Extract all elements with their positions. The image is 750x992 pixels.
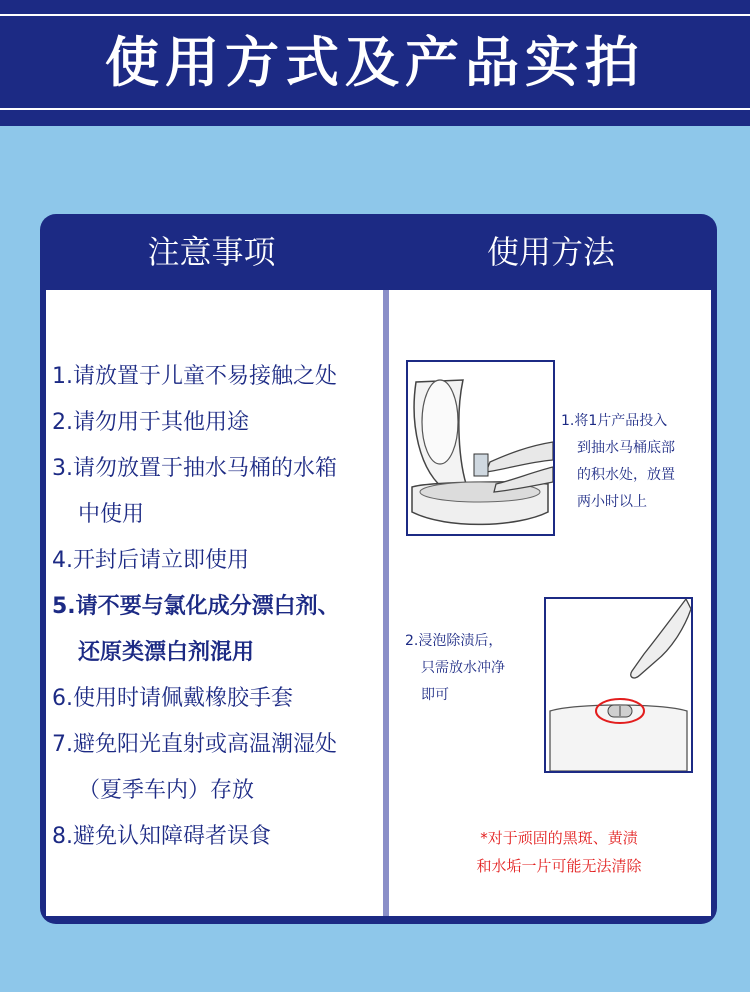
step-one-line: 到抽水马桶底部 [577, 440, 675, 456]
note-line: 1.请放置于儿童不易接触之处 [52, 364, 337, 389]
note-line: 中使用 [78, 502, 145, 527]
warning-line: 和水垢一片可能无法清除 [476, 857, 642, 875]
precautions-list [52, 354, 382, 860]
warning-line: *对于顽固的黑斑、黄渍 [480, 829, 638, 847]
note-line: 3.请勿放置于抽水马桶的水箱 [52, 456, 337, 481]
step-two-line: 2.浸泡除渍后， [405, 633, 503, 649]
precautions-column [46, 290, 383, 916]
page-title: 使用方式及产品实拍 [105, 30, 645, 94]
note-line: 4.开封后请立即使用 [52, 548, 249, 573]
warning-note [429, 824, 689, 880]
note-line: 2.请勿用于其他用途 [52, 410, 249, 435]
usage-heading: 使用方法 [486, 233, 615, 271]
toilet-drop-illustration [406, 360, 555, 536]
note-line: 7.避免阳光直射或高温潮湿处 [52, 732, 337, 757]
step-one-line: 1.将1片产品投入 [561, 413, 668, 429]
precautions-heading: 注意事项 [147, 233, 276, 271]
info-panel [40, 214, 717, 924]
step-two-text [405, 628, 545, 709]
note-line: （夏季车内）存放 [78, 778, 255, 803]
step-two-line: 即可 [421, 687, 449, 703]
note-line: 5.请不要与氯化成分漂白剂、 [52, 594, 340, 619]
step-one-line: 的积水处，放置 [577, 467, 675, 483]
note-line: 还原类漂白剂混用 [78, 640, 255, 665]
usage-column [389, 290, 711, 916]
step-one-line: 两小时以上 [577, 494, 647, 510]
step-two-line: 只需放水冲净 [421, 660, 505, 676]
header-band [0, 0, 750, 126]
note-line: 8.避免认知障碍者误食 [52, 824, 271, 849]
step-one-text [561, 408, 711, 516]
note-line: 6.使用时请佩戴橡胶手套 [52, 686, 293, 711]
flush-button-illustration [544, 597, 693, 773]
